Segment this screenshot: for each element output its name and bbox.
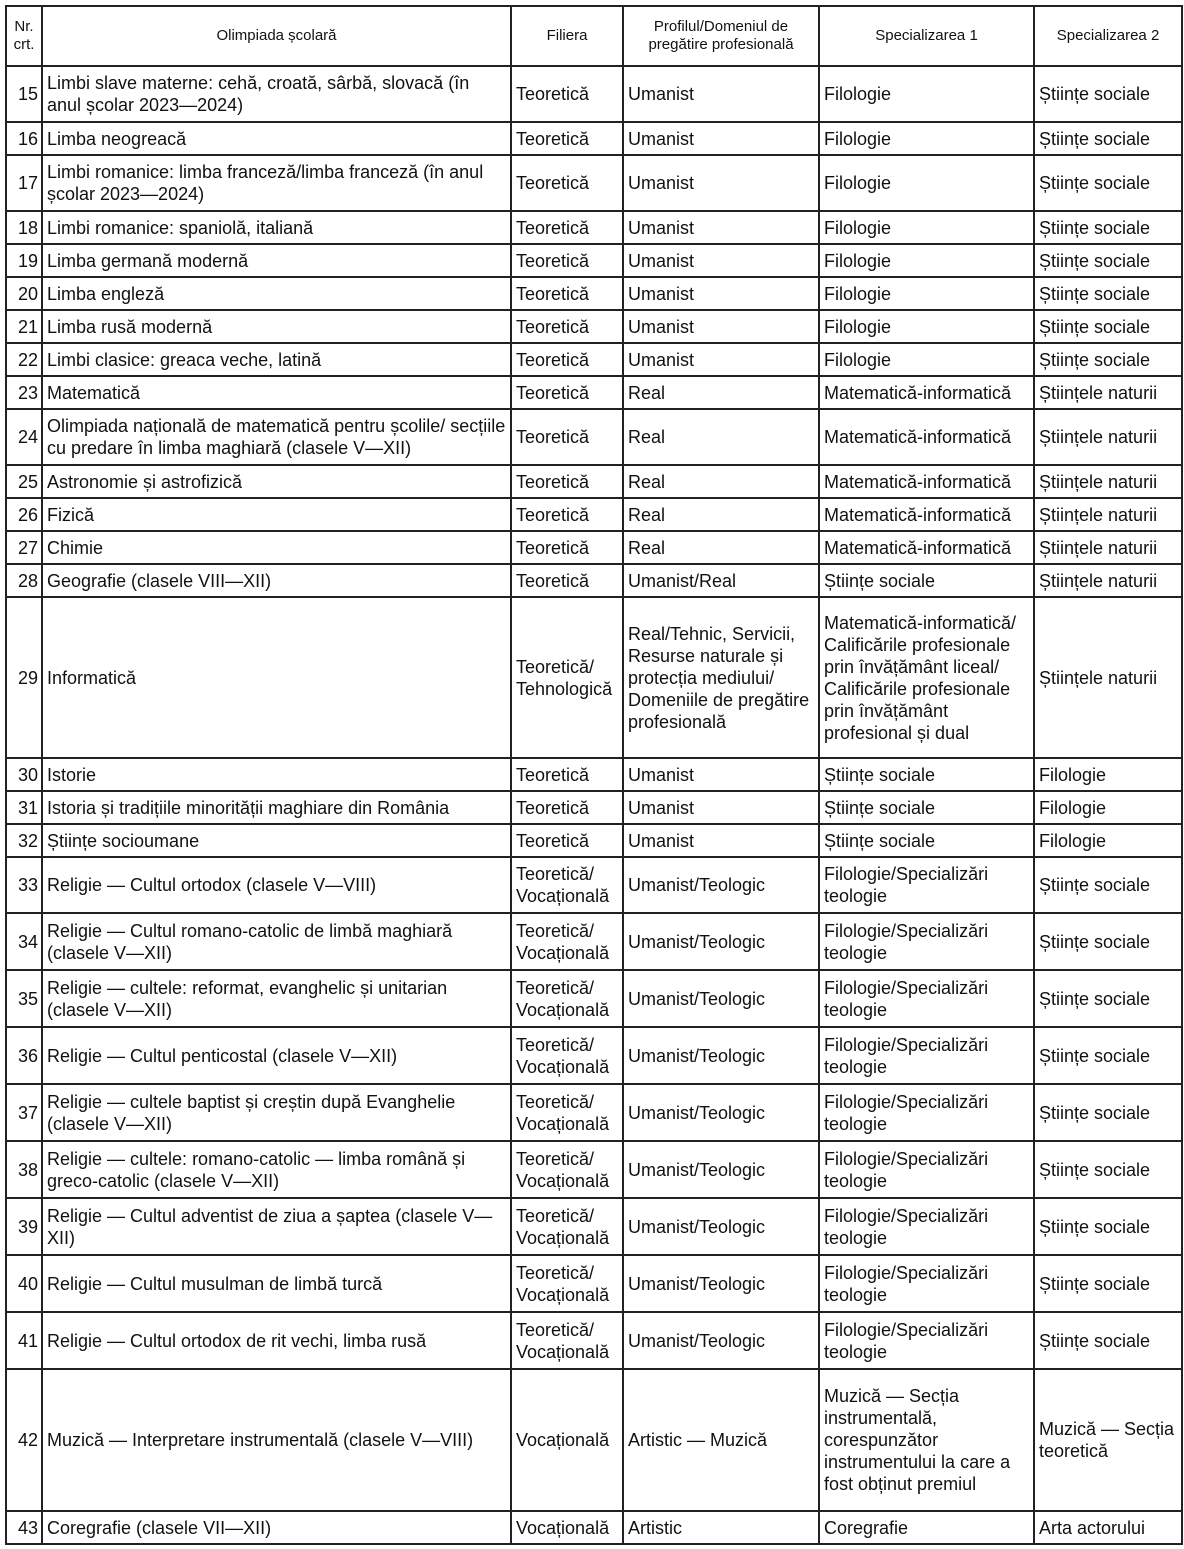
cell-nr: 20 (6, 277, 42, 310)
cell-filiera: Teoretică (511, 824, 623, 857)
cell-profil: Umanist/Real (623, 564, 819, 597)
cell-filiera: Teoretică (511, 376, 623, 409)
cell-specializarea-2: Științe sociale (1034, 66, 1182, 122)
cell-specializarea-2: Filologie (1034, 758, 1182, 791)
cell-nr: 36 (6, 1027, 42, 1084)
cell-filiera: Teoretică/ Vocațională (511, 857, 623, 913)
table-row (6, 1511, 1182, 1544)
cell-specializarea-1: Filologie (819, 244, 1034, 277)
cell-nr: 39 (6, 1198, 42, 1255)
cell-specializarea-2: Științe sociale (1034, 343, 1182, 376)
table-row (6, 1198, 1182, 1255)
cell-specializarea-1: Filologie/Specializări teologie (819, 1027, 1034, 1084)
table-row (6, 277, 1182, 310)
cell-filiera: Vocațională (511, 1511, 623, 1544)
cell-olimpiada: Religie — cultele: reformat, evanghelic și unitarian (clasele V—XII) (42, 970, 511, 1027)
cell-profil: Umanist/Teologic (623, 1255, 819, 1312)
cell-profil: Umanist (623, 277, 819, 310)
cell-nr: 37 (6, 1084, 42, 1141)
cell-specializarea-2: Filologie (1034, 824, 1182, 857)
cell-filiera: Teoretică/ Vocațională (511, 1255, 623, 1312)
cell-specializarea-2: Științe sociale (1034, 310, 1182, 343)
cell-specializarea-2: Științe sociale (1034, 1027, 1182, 1084)
table-row (6, 211, 1182, 244)
cell-specializarea-2: Filologie (1034, 791, 1182, 824)
header-nr: Nr. crt. (6, 6, 42, 66)
cell-specializarea-1: Matematică-informatică/ Calificările profesionale prin învățământ liceal/ Calificările profesionale prin învățământ profesional și dual (819, 597, 1034, 758)
cell-profil: Umanist/Teologic (623, 1027, 819, 1084)
table-row (6, 310, 1182, 343)
table-row (6, 66, 1182, 122)
cell-nr: 19 (6, 244, 42, 277)
table-row (6, 564, 1182, 597)
cell-filiera: Teoretică (511, 465, 623, 498)
cell-filiera: Teoretică (511, 155, 623, 211)
cell-filiera: Teoretică (511, 277, 623, 310)
cell-filiera: Teoretică/ Vocațională (511, 1312, 623, 1369)
table-row (6, 498, 1182, 531)
cell-filiera: Teoretică (511, 244, 623, 277)
cell-filiera: Vocațională (511, 1369, 623, 1511)
cell-olimpiada: Matematică (42, 376, 511, 409)
cell-profil: Umanist/Teologic (623, 913, 819, 970)
cell-profil: Umanist/Teologic (623, 1084, 819, 1141)
cell-olimpiada: Limbi romanice: spaniolă, italiană (42, 211, 511, 244)
cell-nr: 25 (6, 465, 42, 498)
cell-specializarea-1: Matematică-informatică (819, 465, 1034, 498)
cell-profil: Real (623, 531, 819, 564)
cell-nr: 23 (6, 376, 42, 409)
cell-specializarea-1: Filologie/Specializări teologie (819, 1255, 1034, 1312)
cell-specializarea-1: Filologie/Specializări teologie (819, 1198, 1034, 1255)
cell-olimpiada: Limba engleză (42, 277, 511, 310)
cell-olimpiada: Religie — cultele: romano-catolic — limba română și greco-catolic (clasele V—XII) (42, 1141, 511, 1198)
cell-olimpiada: Limba neogreacă (42, 122, 511, 155)
cell-specializarea-1: Filologie/Specializări teologie (819, 913, 1034, 970)
cell-olimpiada: Religie — Cultul ortodox de rit vechi, limba rusă (42, 1312, 511, 1369)
table-body (6, 66, 1182, 1544)
table-row (6, 122, 1182, 155)
cell-profil: Umanist/Teologic (623, 1198, 819, 1255)
cell-profil: Real/Tehnic, Servicii, Resurse naturale și protecția mediului/ Domeniile de pregătire profesională (623, 597, 819, 758)
cell-nr: 33 (6, 857, 42, 913)
cell-filiera: Teoretică/ Tehnologică (511, 597, 623, 758)
table-row (6, 857, 1182, 913)
cell-specializarea-2: Științe sociale (1034, 122, 1182, 155)
header-filiera: Filiera (511, 6, 623, 66)
cell-nr: 42 (6, 1369, 42, 1511)
cell-specializarea-2: Științe sociale (1034, 913, 1182, 970)
cell-specializarea-1: Filologie (819, 310, 1034, 343)
cell-olimpiada: Religie — Cultul ortodox (clasele V—VIII) (42, 857, 511, 913)
cell-filiera: Teoretică/ Vocațională (511, 970, 623, 1027)
table-row (6, 913, 1182, 970)
cell-nr: 41 (6, 1312, 42, 1369)
cell-olimpiada: Limbi clasice: greaca veche, latină (42, 343, 511, 376)
cell-filiera: Teoretică (511, 310, 623, 343)
cell-filiera: Teoretică (511, 531, 623, 564)
cell-filiera: Teoretică (511, 758, 623, 791)
header-specializarea-2: Specializarea 2 (1034, 6, 1182, 66)
cell-olimpiada: Religie — Cultul romano-catolic de limbă maghiară (clasele V—XII) (42, 913, 511, 970)
cell-profil: Umanist (623, 155, 819, 211)
cell-specializarea-2: Științe sociale (1034, 1084, 1182, 1141)
cell-nr: 15 (6, 66, 42, 122)
cell-specializarea-2: Științe sociale (1034, 1255, 1182, 1312)
cell-olimpiada: Religie — cultele baptist și creștin după Evanghelie (clasele V—XII) (42, 1084, 511, 1141)
cell-olimpiada: Informatică (42, 597, 511, 758)
olympiad-table (5, 5, 1183, 1545)
cell-profil: Real (623, 409, 819, 465)
cell-specializarea-1: Științe sociale (819, 791, 1034, 824)
cell-nr: 26 (6, 498, 42, 531)
cell-specializarea-1: Muzică — Secția instrumentală, corespunzător instrumentului la care a fost obținut premiul (819, 1369, 1034, 1511)
header-profilul: Profilul/Domeniul de pregătire profesională (623, 6, 819, 66)
cell-profil: Umanist (623, 824, 819, 857)
cell-nr: 31 (6, 791, 42, 824)
cell-specializarea-2: Muzică — Secția teoretică (1034, 1369, 1182, 1511)
table-row (6, 1084, 1182, 1141)
table-row (6, 824, 1182, 857)
cell-filiera: Teoretică (511, 66, 623, 122)
cell-filiera: Teoretică/ Vocațională (511, 1084, 623, 1141)
table-row (6, 155, 1182, 211)
cell-nr: 32 (6, 824, 42, 857)
table-row (6, 791, 1182, 824)
cell-specializarea-2: Științe sociale (1034, 155, 1182, 211)
cell-specializarea-2: Științe sociale (1034, 1141, 1182, 1198)
cell-profil: Umanist (623, 122, 819, 155)
cell-specializarea-2: Științe sociale (1034, 1198, 1182, 1255)
cell-specializarea-1: Filologie (819, 343, 1034, 376)
header-row (6, 6, 1182, 66)
cell-nr: 35 (6, 970, 42, 1027)
cell-specializarea-2: Științele naturii (1034, 376, 1182, 409)
cell-olimpiada: Religie — Cultul adventist de ziua a șaptea (clasele V—XII) (42, 1198, 511, 1255)
cell-specializarea-2: Științe sociale (1034, 244, 1182, 277)
cell-specializarea-1: Filologie (819, 122, 1034, 155)
cell-specializarea-1: Științe sociale (819, 564, 1034, 597)
cell-specializarea-1: Filologie/Specializări teologie (819, 857, 1034, 913)
header-specializarea-1: Specializarea 1 (819, 6, 1034, 66)
cell-olimpiada: Olimpiada națională de matematică pentru școlile/ secțiile cu predare în limba maghiară (clasele V—XII) (42, 409, 511, 465)
cell-specializarea-2: Științele naturii (1034, 531, 1182, 564)
cell-specializarea-2: Științele naturii (1034, 465, 1182, 498)
cell-profil: Real (623, 376, 819, 409)
table-row (6, 1027, 1182, 1084)
cell-specializarea-1: Științe sociale (819, 824, 1034, 857)
cell-olimpiada: Chimie (42, 531, 511, 564)
cell-filiera: Teoretică/ Vocațională (511, 1141, 623, 1198)
cell-olimpiada: Fizică (42, 498, 511, 531)
cell-filiera: Teoretică (511, 564, 623, 597)
cell-olimpiada: Geografie (clasele VIII—XII) (42, 564, 511, 597)
cell-filiera: Teoretică/ Vocațională (511, 913, 623, 970)
cell-nr: 18 (6, 211, 42, 244)
cell-nr: 22 (6, 343, 42, 376)
table-row (6, 758, 1182, 791)
cell-olimpiada: Limbi romanice: limba franceză/limba franceză (în anul școlar 2023—2024) (42, 155, 511, 211)
cell-profil: Artistic (623, 1511, 819, 1544)
cell-nr: 27 (6, 531, 42, 564)
cell-specializarea-1: Matematică-informatică (819, 376, 1034, 409)
cell-specializarea-1: Matematică-informatică (819, 498, 1034, 531)
table-row (6, 1369, 1182, 1511)
cell-nr: 34 (6, 913, 42, 970)
table-row (6, 465, 1182, 498)
cell-specializarea-2: Științele naturii (1034, 498, 1182, 531)
cell-profil: Umanist/Teologic (623, 970, 819, 1027)
cell-olimpiada: Științe socioumane (42, 824, 511, 857)
table-row (6, 376, 1182, 409)
cell-nr: 17 (6, 155, 42, 211)
table-row (6, 244, 1182, 277)
cell-specializarea-2: Științe sociale (1034, 970, 1182, 1027)
cell-specializarea-2: Științele naturii (1034, 409, 1182, 465)
cell-specializarea-1: Filologie/Specializări teologie (819, 970, 1034, 1027)
table-row (6, 1141, 1182, 1198)
cell-filiera: Teoretică (511, 122, 623, 155)
cell-filiera: Teoretică (511, 409, 623, 465)
cell-profil: Real (623, 498, 819, 531)
cell-nr: 30 (6, 758, 42, 791)
cell-filiera: Teoretică (511, 791, 623, 824)
cell-specializarea-2: Arta actorului (1034, 1511, 1182, 1544)
cell-specializarea-1: Filologie (819, 155, 1034, 211)
table-row (6, 409, 1182, 465)
cell-specializarea-2: Științe sociale (1034, 277, 1182, 310)
cell-profil: Umanist (623, 310, 819, 343)
cell-specializarea-1: Filologie (819, 277, 1034, 310)
cell-profil: Umanist (623, 791, 819, 824)
cell-specializarea-1: Filologie (819, 211, 1034, 244)
cell-nr: 28 (6, 564, 42, 597)
cell-specializarea-1: Filologie/Specializări teologie (819, 1312, 1034, 1369)
cell-olimpiada: Istorie (42, 758, 511, 791)
table-row (6, 597, 1182, 758)
cell-olimpiada: Astronomie și astrofizică (42, 465, 511, 498)
cell-specializarea-1: Coregrafie (819, 1511, 1034, 1544)
cell-olimpiada: Religie — Cultul penticostal (clasele V—XII) (42, 1027, 511, 1084)
table-row (6, 343, 1182, 376)
cell-nr: 24 (6, 409, 42, 465)
table-row (6, 970, 1182, 1027)
cell-profil: Umanist (623, 66, 819, 122)
cell-profil: Umanist (623, 758, 819, 791)
cell-olimpiada: Istoria și tradițiile minorității maghiare din România (42, 791, 511, 824)
cell-profil: Umanist/Teologic (623, 1312, 819, 1369)
cell-profil: Umanist (623, 244, 819, 277)
cell-profil: Real (623, 465, 819, 498)
table-row (6, 531, 1182, 564)
cell-specializarea-1: Matematică-informatică (819, 531, 1034, 564)
cell-specializarea-1: Filologie/Specializări teologie (819, 1084, 1034, 1141)
cell-nr: 43 (6, 1511, 42, 1544)
cell-nr: 29 (6, 597, 42, 758)
cell-olimpiada: Limba rusă modernă (42, 310, 511, 343)
cell-nr: 38 (6, 1141, 42, 1198)
cell-olimpiada: Coregrafie (clasele VII—XII) (42, 1511, 511, 1544)
cell-filiera: Teoretică (511, 211, 623, 244)
cell-nr: 40 (6, 1255, 42, 1312)
cell-profil: Umanist (623, 343, 819, 376)
cell-specializarea-1: Filologie/Specializări teologie (819, 1141, 1034, 1198)
cell-specializarea-2: Științele naturii (1034, 597, 1182, 758)
cell-profil: Umanist/Teologic (623, 857, 819, 913)
cell-filiera: Teoretică (511, 343, 623, 376)
cell-specializarea-1: Filologie (819, 66, 1034, 122)
cell-filiera: Teoretică/ Vocațională (511, 1198, 623, 1255)
cell-specializarea-2: Științe sociale (1034, 211, 1182, 244)
cell-filiera: Teoretică (511, 498, 623, 531)
cell-nr: 21 (6, 310, 42, 343)
cell-nr: 16 (6, 122, 42, 155)
table-header (6, 6, 1182, 66)
cell-specializarea-2: Științe sociale (1034, 857, 1182, 913)
cell-specializarea-2: Științele naturii (1034, 564, 1182, 597)
cell-filiera: Teoretică/ Vocațională (511, 1027, 623, 1084)
table-row (6, 1255, 1182, 1312)
header-olimpiada: Olimpiada școlară (42, 6, 511, 66)
cell-specializarea-1: Științe sociale (819, 758, 1034, 791)
cell-profil: Artistic — Muzică (623, 1369, 819, 1511)
cell-olimpiada: Limba germană modernă (42, 244, 511, 277)
cell-specializarea-1: Matematică-informatică (819, 409, 1034, 465)
cell-profil: Umanist/Teologic (623, 1141, 819, 1198)
cell-olimpiada: Muzică — Interpretare instrumentală (clasele V—VIII) (42, 1369, 511, 1511)
cell-profil: Umanist (623, 211, 819, 244)
cell-specializarea-2: Științe sociale (1034, 1312, 1182, 1369)
table-row (6, 1312, 1182, 1369)
cell-olimpiada: Limbi slave materne: cehă, croată, sârbă, slovacă (în anul școlar 2023—2024) (42, 66, 511, 122)
cell-olimpiada: Religie — Cultul musulman de limbă turcă (42, 1255, 511, 1312)
